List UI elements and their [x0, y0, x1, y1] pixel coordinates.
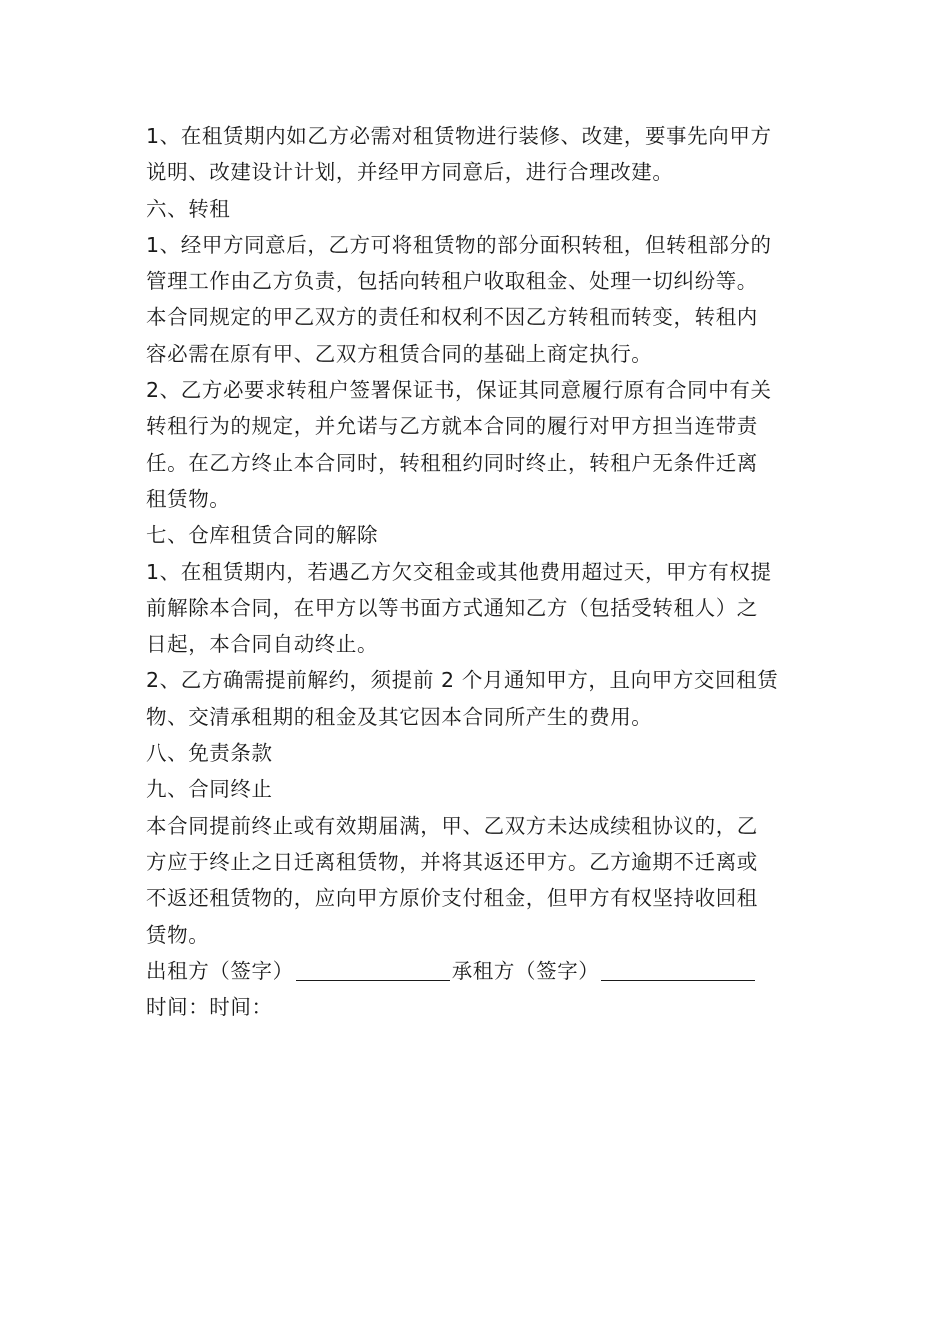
text-line: 容必需在原有甲、乙双方租赁合同的基础上商定执行。 — [146, 341, 653, 366]
section-heading: 七、仓库租赁合同的解除 — [146, 523, 379, 548]
text-line: 2、乙方必要求转租户签署保证书，保证其同意履行原有合同中有关 — [146, 378, 772, 403]
text-line: 任。在乙方终止本合同时，转租租约同时终止，转租户无条件迁离 — [146, 450, 758, 475]
text-line: 2、乙方确需提前解约，须提前 2 个月通知甲方，且向甲方交回租赁 — [146, 668, 779, 693]
document-body — [146, 118, 810, 1025]
lessor-signature-label: 出租方（签字） — [146, 958, 294, 983]
text-line: 管理工作由乙方负责，包括向转租户收取租金、处理一切纠纷等。 — [146, 269, 758, 294]
text-line: 不返还租赁物的，应向甲方原价支付租金，但甲方有权坚持收回租 — [146, 886, 758, 911]
section-heading: 八、免责条款 — [146, 741, 273, 766]
text-line: 物、交清承租期的租金及其它因本合同所产生的费用。 — [146, 704, 653, 729]
section-heading: 九、合同终止 — [146, 777, 273, 802]
text-line: 前解除本合同，在甲方以等书面方式通知乙方（包括受转租人）之 — [146, 595, 758, 620]
lessee-signature-label: 承租方（签字） — [451, 958, 600, 983]
signature-line — [146, 953, 810, 989]
text-line: 说明、改建设计计划，并经甲方同意后，进行合理改建。 — [146, 160, 674, 185]
time-line: 时间：时间： — [146, 995, 273, 1020]
text-line: 赁物。 — [146, 922, 210, 947]
text-line: 1、在租赁期内如乙方必需对租赁物进行装修、改建，要事先向甲方 — [146, 124, 772, 148]
text-line: 1、经甲方同意后，乙方可将租赁物的部分面积转租，但转租部分的 — [146, 232, 772, 257]
text-line: 转租行为的规定，并允诺与乙方就本合同的履行对甲方担当连带责 — [146, 414, 758, 439]
text-line: 本合同规定的甲乙双方的责任和权利不因乙方转租而转变，转租内 — [146, 305, 758, 330]
lessor-signature-blank — [296, 958, 450, 981]
text-line: 租赁物。 — [146, 486, 231, 511]
text-line: 方应于终止之日迁离租赁物，并将其返还甲方。乙方逾期不迁离或 — [146, 849, 758, 874]
lessee-signature-blank — [601, 958, 755, 981]
text-line: 日起，本合同自动终止。 — [146, 632, 379, 657]
text-line: 1、在租赁期内，若遇乙方欠交租金或其他费用超过天，甲方有权提 — [146, 559, 772, 584]
section-heading: 六、转租 — [146, 196, 231, 221]
text-line: 本合同提前终止或有效期届满，甲、乙双方未达成续租协议的，乙 — [146, 813, 758, 838]
